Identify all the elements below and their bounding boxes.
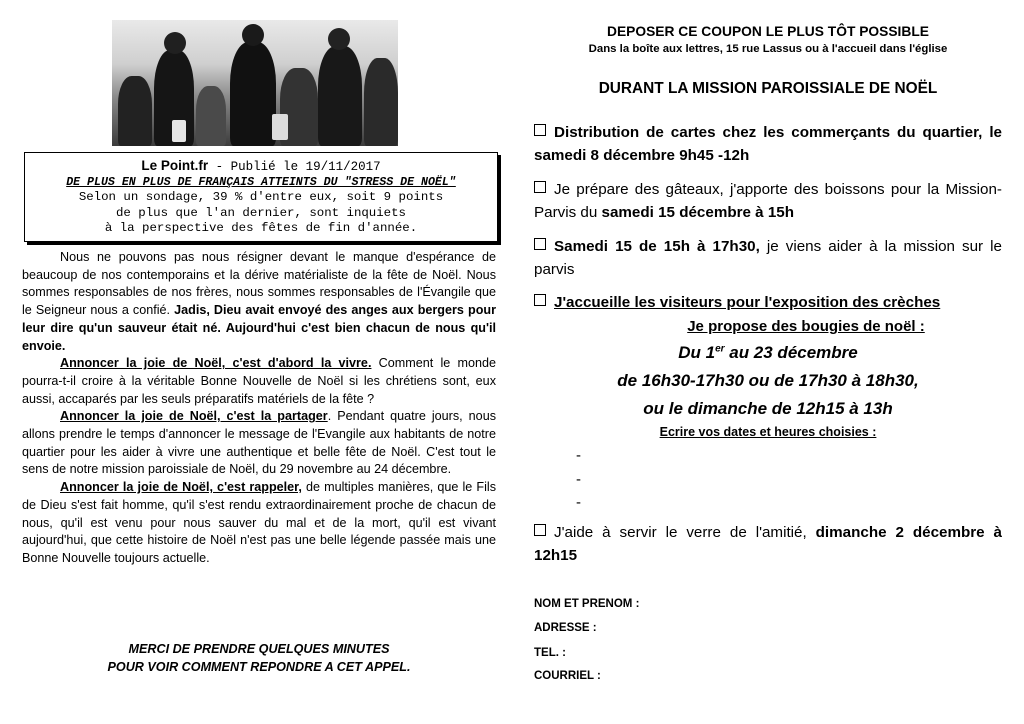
checkbox-icon[interactable]	[534, 124, 546, 136]
address-field-label[interactable]: ADRESSE :	[534, 622, 597, 634]
dates-line-2: de 16h30-17h30 ou de 17h30 à 18h30,	[617, 371, 919, 390]
option-cakes[interactable]: Je prépare des gâteaux, j'apporte des boissons pour la Mission-Parvis du samedi 15 décembre à 15h	[534, 181, 1002, 221]
option-creches[interactable]: J'accueille les visiteurs pour l'exposition des crèches	[534, 291, 1002, 314]
paragraph-3: Annoncer la joie de Noël, c'est la partager. Pendant quatre jours, nous allons prendre le temps d'annoncer le message de l'Evangile aux habitants de notre quartier pour les aider à vivre une authentique et belle fête de Noël. C'est tout le sens de notre mission paroissiale de Noël, du 29 novembre au 24 décembre.	[22, 409, 496, 477]
date-entry-1[interactable]: -	[576, 447, 581, 464]
dates-line-1: Du 1er au 23 décembre	[678, 343, 858, 362]
email-field-label[interactable]: COURRIEL :	[534, 670, 601, 682]
name-field-label[interactable]: NOM ET PRENOM :	[534, 598, 640, 610]
article-summary-2: de plus que l'an dernier, sont inquiets	[116, 205, 406, 220]
coupon-panel	[512, 0, 1024, 724]
article-summary-3: à la perspective des fêtes de fin d'année.	[104, 221, 418, 235]
article-summary-1: Selon un sondage, 39 % d'entre eux, soit 9 points	[78, 190, 444, 204]
paragraph-4: Annoncer la joie de Noël, c'est rappeler, de multiples manières, que le Fils de Dieu s'est fait homme, qu'il s'est rendu extraordinairement proche de chacun de nous, qu'il est venu pour nous sauver du mal et de la mort, qu'il est vivant aujourd'hui, que cette histoire de Noël n'est pas une belle légende passée mais une Bonne Nouvelle toujours actuelle.	[22, 480, 497, 565]
write-dates-label: Ecrire vos dates et heures choisies :	[659, 425, 877, 439]
option-cards[interactable]: Distribution de cartes chez les commerçants du quartier, le samedi 8 décembre 9h45 -12h	[534, 124, 1002, 164]
coupon-subtitle: Dans la boîte aux lettres, 15 rue Lassus ou à l'accueil dans l'église	[588, 43, 948, 55]
source-name: Le Point.fr	[141, 158, 209, 173]
coupon-title: DEPOSER CE COUPON LE PLUS TÔT POSSIBLE	[607, 24, 929, 39]
mission-heading: DURANT LA MISSION PAROISSIALE DE NOËL	[598, 80, 938, 97]
body-text	[22, 249, 496, 568]
date-entry-2[interactable]: -	[576, 471, 581, 488]
checkbox-icon[interactable]	[534, 294, 546, 306]
phone-field-label[interactable]: TEL. :	[534, 647, 566, 659]
checkbox-icon[interactable]	[534, 524, 546, 536]
publish-date: - Publié le 19/11/2017	[208, 160, 381, 174]
checkbox-icon[interactable]	[534, 181, 546, 193]
option-parvis[interactable]: Samedi 15 de 15h à 17h30, je viens aider à la mission sur le parvis	[534, 238, 1002, 278]
paragraph-2: Annoncer la joie de Noël, c'est d'abord la vivre. Comment le monde pourra-t-il croire à la véritable Bonne Nouvelle de Noël si les chrétiens sont, eux aussi, accaparés par les seuls préparatifs matériels de la fête ?	[22, 356, 496, 406]
option-friendship-drink[interactable]: J'aide à servir le verre de l'amitié, dimanche 2 décembre à 12h15	[534, 524, 1003, 564]
le-point-article-box	[24, 152, 498, 242]
article-headline: DE PLUS EN PLUS DE FRANÇAIS ATTEINTS DU "STRESS DE NOËL"	[66, 176, 456, 189]
christmas-shoppers-photo	[112, 20, 398, 146]
dates-line-3: ou le dimanche de 12h15 à 13h	[643, 399, 893, 418]
paragraph-1: Nous ne pouvons pas nous résigner devant le manque d'espérance de beaucoup de nos contemporains et la dérive matérialiste de la fête de Noël. Nous sommes responsables de nos frères, nous sommes responsables de l'Évangile que le Seigneur nous a confié. Jadis, Dieu avait envoyé des anges aux bergers pour leur dire qu'un sauveur était né. Aujourd'hui c'est bien chacun de nous qu'il envoie.	[22, 250, 496, 353]
candles-subheading: Je propose des bougies de noël :	[687, 318, 925, 335]
date-entry-3[interactable]: -	[576, 494, 581, 511]
checkbox-icon[interactable]	[534, 238, 546, 250]
closing-appeal: MERCI DE PRENDRE QUELQUES MINUTES POUR VOIR COMMENT REPONDRE A CET APPEL.	[107, 642, 411, 674]
